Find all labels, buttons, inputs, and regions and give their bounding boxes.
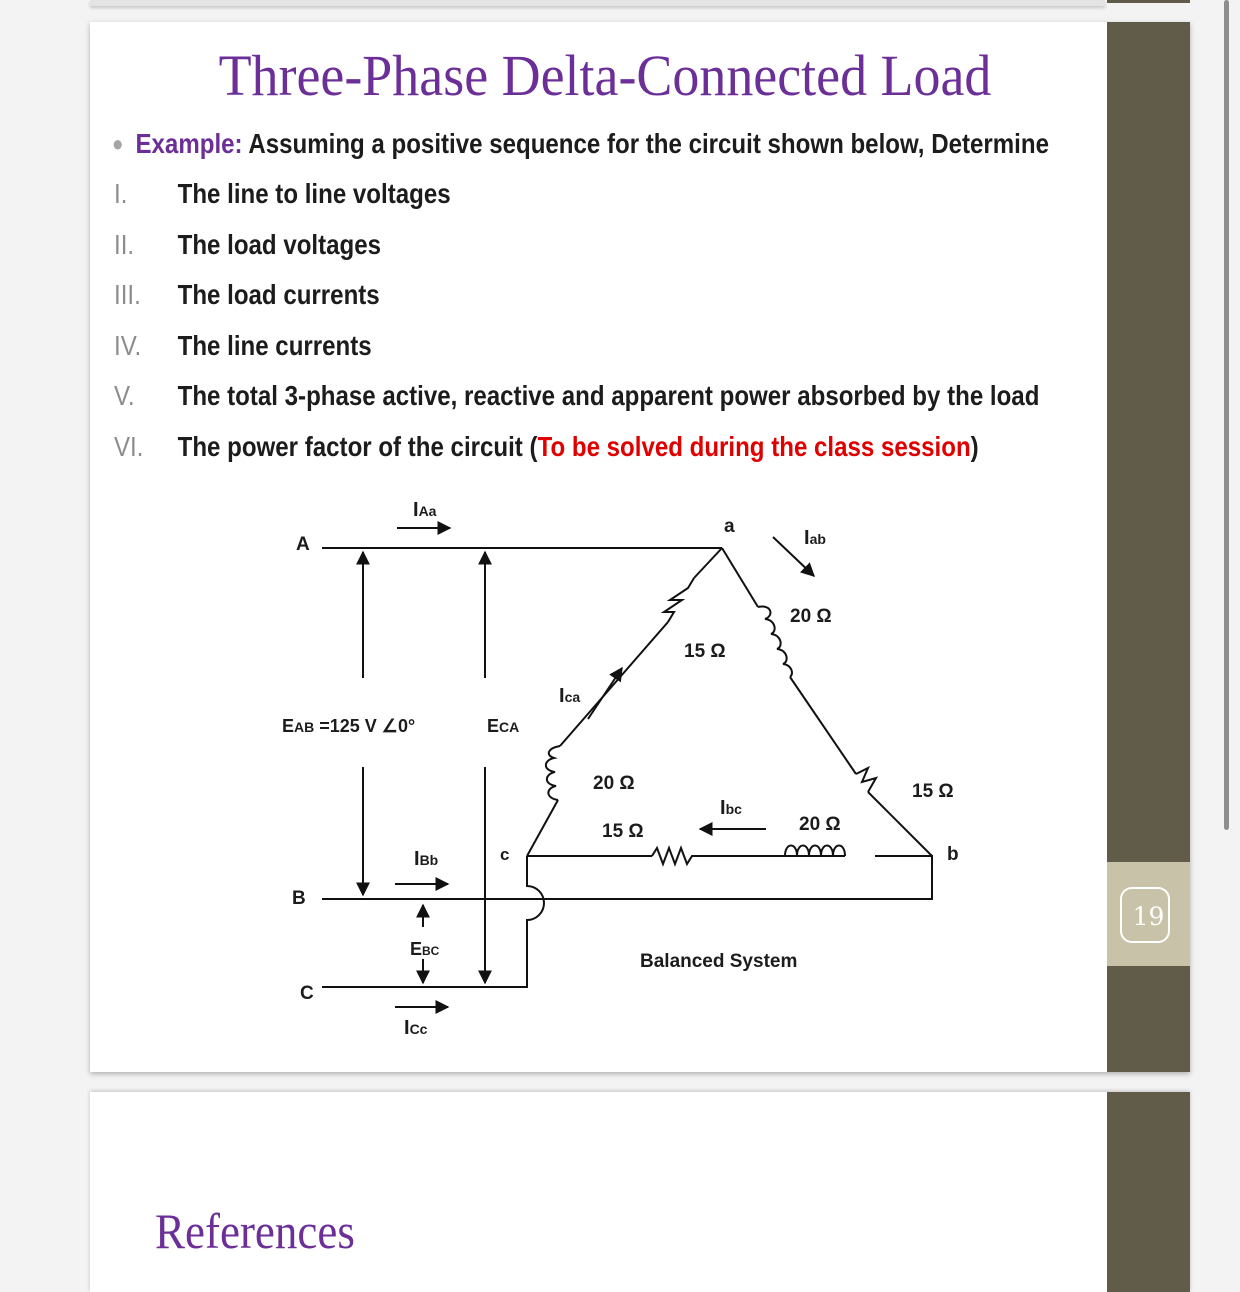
bullet-icon: ● bbox=[112, 131, 124, 156]
list-item-number: IV. bbox=[114, 330, 142, 361]
i-ca-arrow bbox=[588, 668, 622, 719]
branch-ca-wire-bottom bbox=[527, 800, 558, 856]
e-ca-label: ECA bbox=[487, 716, 520, 736]
r-ab-label: 20 Ω bbox=[790, 606, 832, 627]
list-item-number: VI. bbox=[114, 431, 144, 462]
list-item-text: The line to line voltages bbox=[177, 178, 451, 209]
e-ab-label: EAB =125 V ∠0° bbox=[282, 716, 416, 736]
slide-title: Three-Phase Delta-Connected Load bbox=[218, 43, 992, 108]
list-item-number: II. bbox=[114, 229, 135, 260]
node-C-label: C bbox=[300, 983, 314, 1004]
list-item-text-main: The power factor of the circuit ( bbox=[177, 431, 538, 462]
inductor-ca bbox=[546, 746, 560, 800]
line-C bbox=[322, 856, 544, 987]
page-number: 19 bbox=[1132, 902, 1165, 931]
example-lead: Example: bbox=[135, 128, 243, 159]
inductor-ab bbox=[758, 607, 792, 677]
i-ab-label: Iab bbox=[804, 527, 826, 549]
resistor-ab bbox=[856, 768, 876, 792]
i-bc-label: Ibc bbox=[720, 797, 742, 819]
list-item-number: III. bbox=[114, 279, 141, 310]
node-A-label: A bbox=[296, 534, 310, 555]
list-item-text: The line currents bbox=[177, 330, 372, 361]
list-item-text-tail: ) bbox=[970, 431, 979, 462]
i-cc-label: ICc bbox=[404, 1017, 428, 1039]
next-slide bbox=[90, 1092, 1190, 1292]
i-aa-label: IAa bbox=[413, 499, 437, 521]
branch-ca-wire-mid bbox=[560, 622, 668, 746]
resistor-ca bbox=[664, 578, 694, 622]
page-number-badge bbox=[1107, 862, 1190, 966]
node-b-label: b bbox=[947, 844, 959, 865]
node-a-label: a bbox=[724, 516, 735, 537]
r-ca-label: 20 Ω bbox=[593, 773, 635, 794]
previous-slide-edge bbox=[90, 0, 1105, 6]
slide bbox=[90, 22, 1190, 1072]
e-bc-label: EBC bbox=[410, 939, 440, 959]
i-bb-label: IBb bbox=[414, 848, 439, 870]
list-item-text: The load currents bbox=[177, 279, 380, 310]
r-bc-label: 15 Ω bbox=[912, 781, 954, 802]
balanced-system-label: Balanced System bbox=[640, 951, 798, 972]
node-B-label: B bbox=[292, 888, 306, 909]
next-slide-side-bar bbox=[1107, 1092, 1190, 1292]
inductor-bc bbox=[785, 846, 845, 857]
list-item-text: The total 3-phase active, reactive and apparent power absorbed by the load bbox=[177, 380, 1040, 411]
resistor-bc bbox=[652, 848, 785, 864]
example-text: Assuming a positive sequence for the circuit shown below, Determine bbox=[242, 128, 1049, 159]
references-title: References bbox=[155, 1203, 355, 1259]
list-item-text: The load voltages bbox=[177, 229, 382, 260]
node-c-label: c bbox=[500, 845, 510, 864]
scrollbar[interactable] bbox=[1224, 0, 1229, 830]
i-ca-label: Ica bbox=[559, 685, 581, 707]
branch-ca-wire-top bbox=[694, 548, 722, 578]
class-session-note: To be solved during the class session bbox=[537, 431, 971, 462]
x-ab-label: 15 Ω bbox=[684, 641, 726, 662]
x-bc-label: 20 Ω bbox=[799, 814, 841, 835]
list-item-number: I. bbox=[114, 178, 128, 209]
branch-ab-wire-top bbox=[722, 548, 758, 607]
list-item-number: V. bbox=[114, 380, 135, 411]
x-ca-label: 15 Ω bbox=[602, 821, 644, 842]
branch-ab-wire-mid bbox=[790, 677, 856, 774]
previous-slide-side-bar bbox=[1107, 0, 1190, 3]
delta-circuit-diagram bbox=[90, 22, 1107, 1072]
